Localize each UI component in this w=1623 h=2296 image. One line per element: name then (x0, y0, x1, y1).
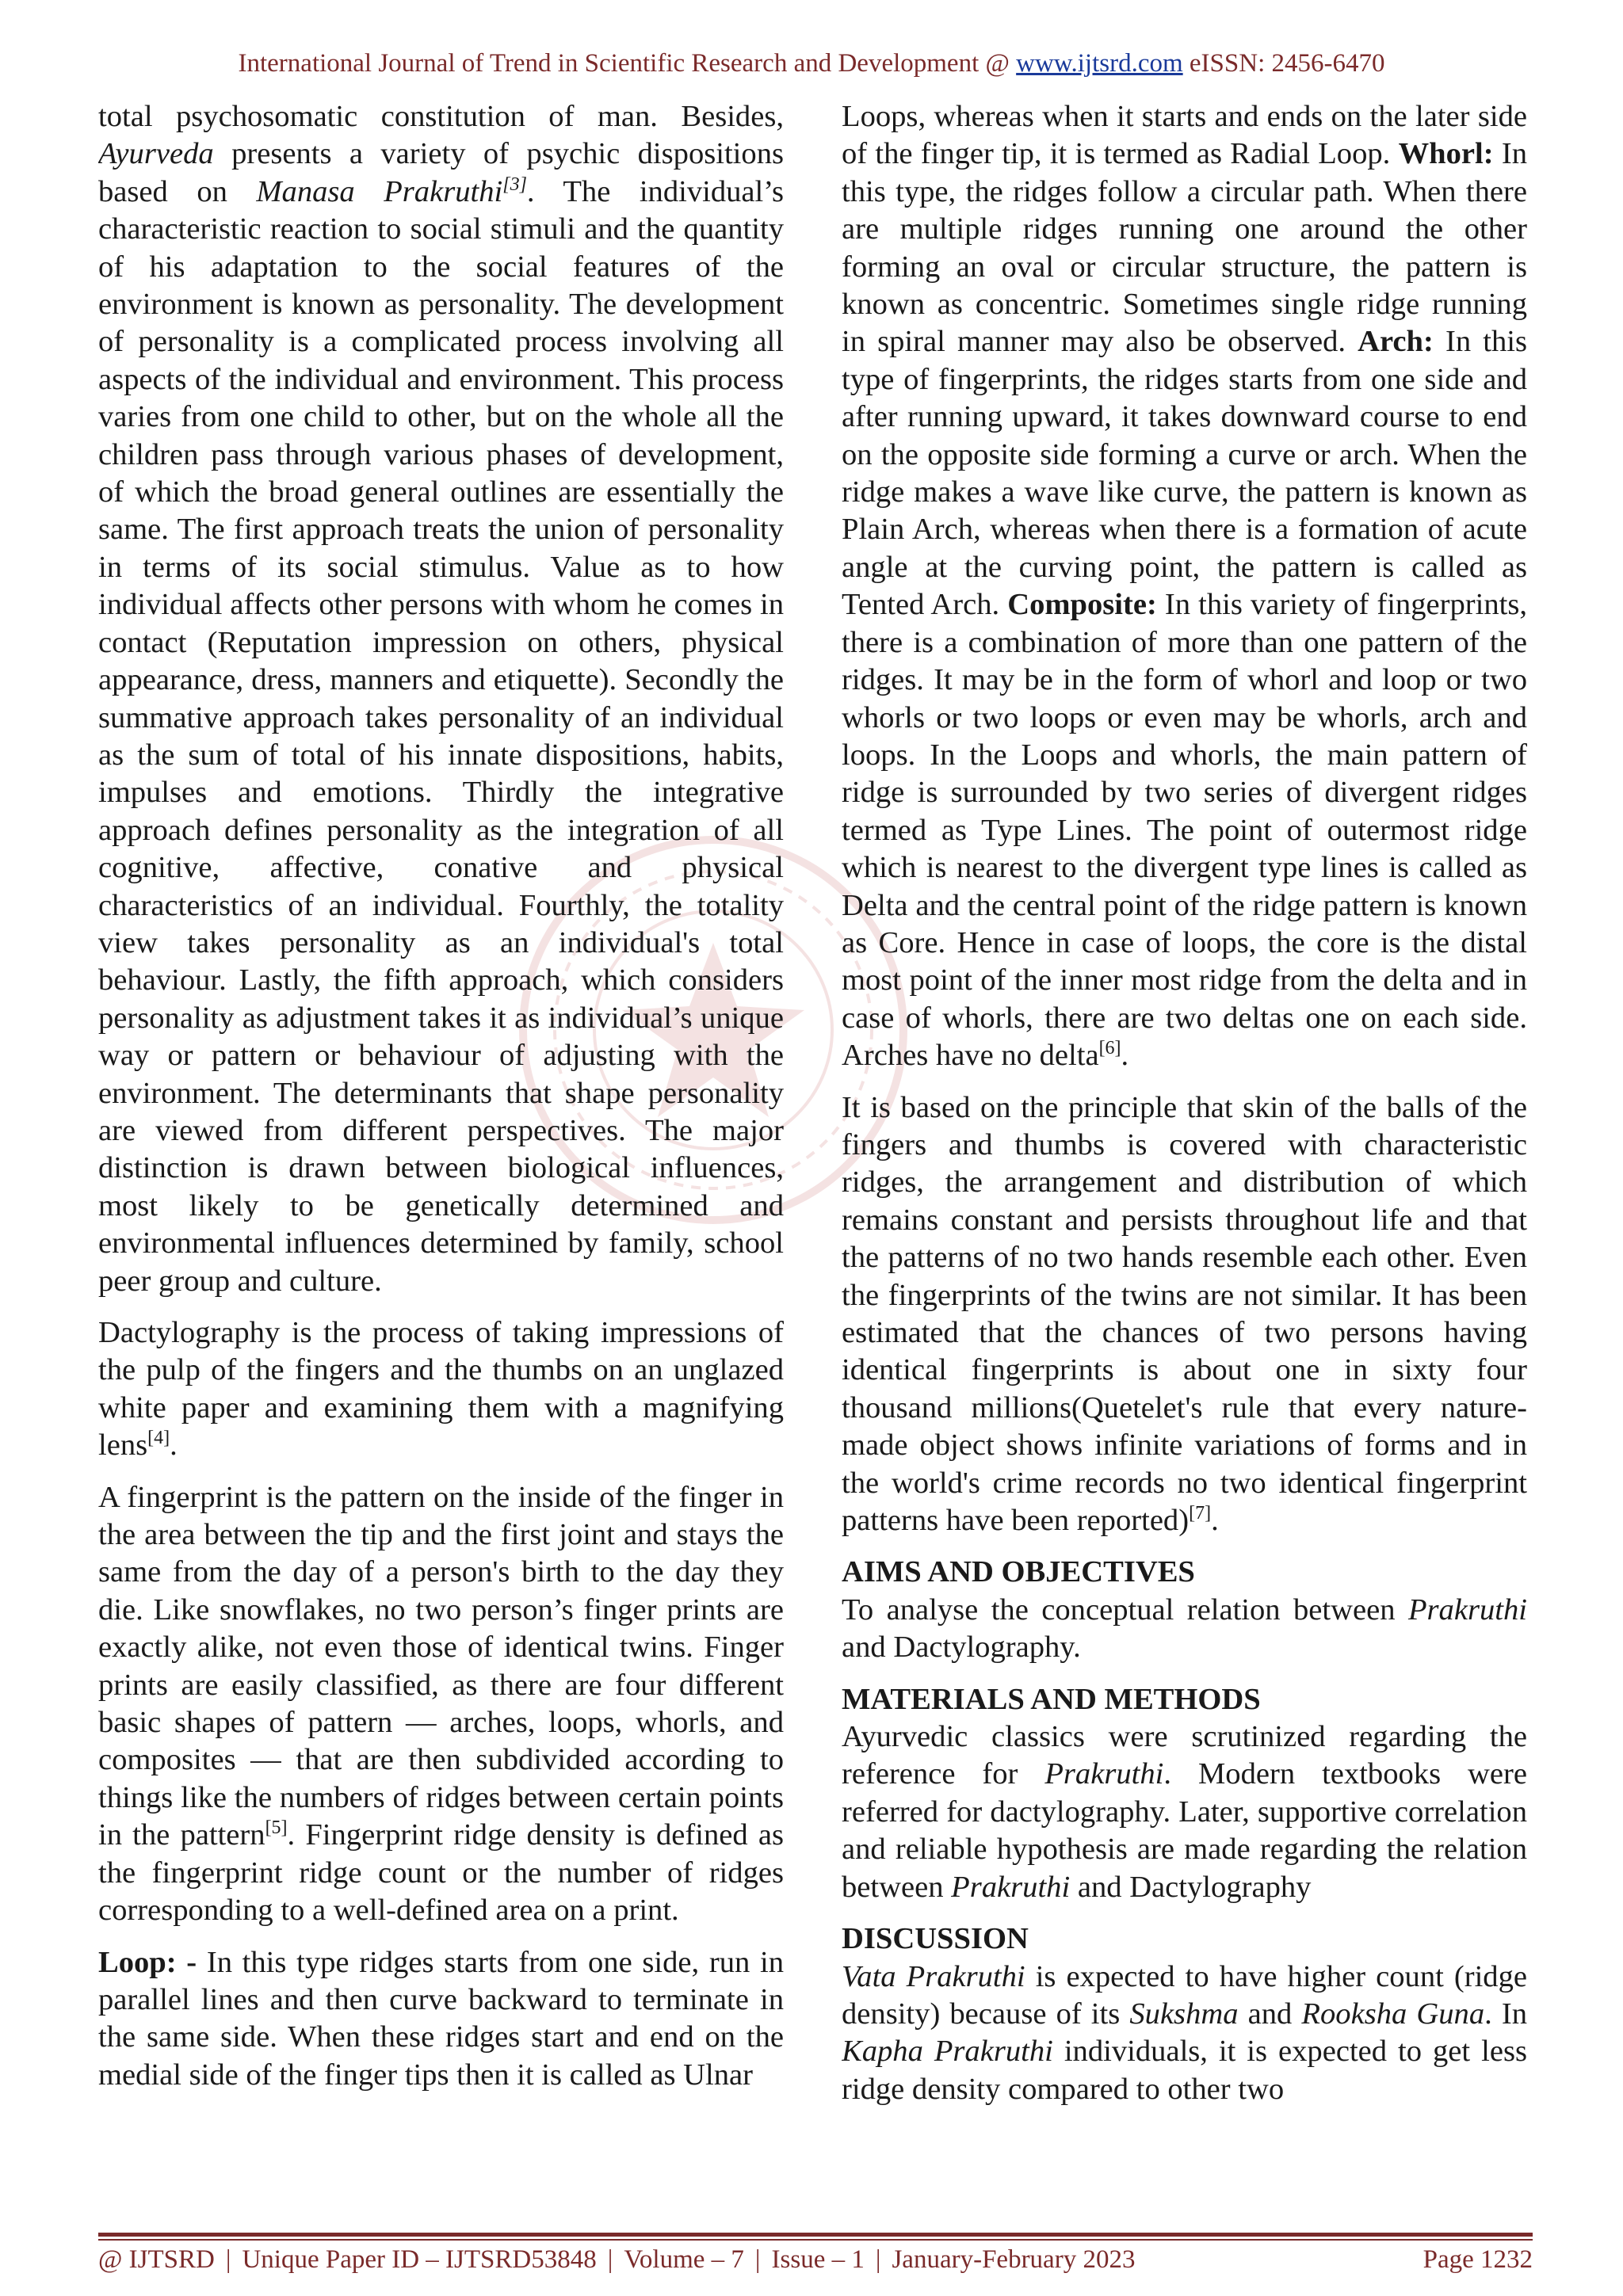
right-column (842, 98, 1527, 2190)
text-run: . Fingerprint ridge density is defined as the fingerprint ridge count or the number of ridges corresponding to a well-defined area on a print. (98, 1818, 784, 1928)
footer-separator: | (875, 2245, 881, 2274)
italic-term: Manasa Prakruthi (256, 174, 503, 208)
footer-volume: Volume – 7 (624, 2245, 744, 2274)
term-label: Arch: (1358, 325, 1434, 359)
text-run: . Modern textbooks were referred for dactylography. Later, supportive correlation and reliable hypothesis are made regarding the relation between (842, 1757, 1527, 1904)
left-column (98, 98, 784, 2190)
principle-paragraph (842, 1089, 1527, 1540)
footer-separator: | (754, 2245, 761, 2274)
text-run: and Dactylography (1070, 1870, 1312, 1904)
citation-ref: [3] (502, 174, 527, 195)
text-run: In this type of fingerprints, the ridges starts from one side and after running upward, it takes downward course to end on the opposite side forming a curve or arch. When the ridge makes a wave like curve, the pattern is known as Plain Arch, whereas when there is a formation of acute angle at the curving point, the pattern is called as Tented Arch. (842, 325, 1527, 622)
text-run: It is based on the principle that skin of the balls of the fingers and thumbs is covered with characteristic ridges, the arrangement and distribution of which remains constant and persists throughout life and that the patterns of no two hands resemble each other. Even the fingerprints of the twins are not similar. It has been estimated that the chances of two persons having identical fingerprints is about one in sixty four thousand millions(Quetelet's rule that every nature-made object shows infinite variations of forms and in the world's crime records no two identical fingerprint patterns have been reported) (842, 1090, 1527, 1538)
term-label: Whorl: (1398, 137, 1494, 171)
journal-header (0, 49, 1623, 78)
text-run: To analyse the conceptual relation between (842, 1592, 1408, 1627)
text-run: Loops, whereas when it starts and ends on the later side of the finger tip, it is termed as Radial Loop. (842, 100, 1527, 171)
pattern-types-paragraph (842, 98, 1527, 1075)
text-run: total psychosomatic constitution of man. Besides, (98, 100, 784, 133)
citation-ref: [6] (1098, 1038, 1121, 1059)
methods-paragraph (842, 1718, 1527, 1906)
italic-term: Vata Prakruthi (842, 1959, 1025, 1993)
text-run: . (170, 1428, 178, 1463)
text-run: and (1238, 1997, 1302, 2031)
footer-journal: @ IJTSRD (98, 2245, 215, 2274)
footer-issue: Issue – 1 (771, 2245, 865, 2274)
citation-ref: [7] (1189, 1503, 1212, 1524)
text-run: A fingerprint is the pattern on the inside of the finger in the area between the tip and the first joint and stays the same from the day of a person's birth to the day they die. Like snowflakes, no two person’s finger prints are exactly alike, not even those of identical twins. Finger prints are easily classified, as there are four different basic shapes of pattern — arches, loops, whorls, and composites — that are then subdivided according to things like the numbers of ridges between certain points in the pattern (98, 1480, 784, 1852)
text-run: In this type ridges starts from one side, run in parallel lines and then curve backward to terminate in the same side. When these ridges start and end on the medial side of the finger tips then it is called as Ulnar (98, 1945, 784, 2092)
footer-separator: | (607, 2245, 613, 2274)
intro-paragraph (98, 98, 784, 1300)
text-run: individuals, it is expected to get less ridge density compared to other two (842, 2035, 1527, 2106)
dactylography-paragraph (98, 1314, 784, 1465)
discussion-paragraph (842, 1958, 1527, 2109)
journal-url-link[interactable]: www.ijtsrd.com (1016, 49, 1183, 78)
italic-term: Rooksha Guna (1301, 1997, 1485, 2031)
term-label: Composite: (1007, 588, 1157, 622)
methods-heading: MATERIALS AND METHODS (842, 1682, 1261, 1716)
fingerprint-paragraph (98, 1479, 784, 1930)
text-run: . (1121, 1039, 1129, 1073)
citation-ref: [4] (147, 1428, 170, 1449)
text-run: . (1211, 1504, 1219, 1538)
footer-separator: | (225, 2245, 231, 2274)
loop-paragraph (98, 1944, 784, 2095)
footer-date: January-February 2023 (892, 2245, 1136, 2274)
text-run: Dactylography is the process of taking impressions of the pulp of the fingers and the thumbs on an unglazed white paper and examining them with a magnifying lens (98, 1316, 784, 1463)
italic-term: Sukshma (1129, 1997, 1239, 2031)
text-run: . The individual’s characteristic reaction to social stimuli and the quantity of his adaptation to the social features of the environment is known as personality. The development of personality is a complicated process involving all aspects of the individual and environment. This process varies from one child to other, but on the whole all the children pass through various phases of development, of which the broad general outlines are essentially the same. The first approach treats the union of personality in terms of its social stimulus. Value as to how individual affects other persons with whom he comes in contact (Reputation impression on others, physical appearance, dress, manners and etiquette). Secondly the summative approach takes personality of an individual as the sum of total of his innate dispositions, habits, impulses and emotions. Thirdly the integrative approach defines personality as the integration of all cognitive, affective, conative and physical characteristics of an individual. Fourthly, the totality view takes personality as an individual's total behaviour. Lastly, the fifth approach, which considers personality as adjustment takes it as individual’s unique way or pattern or behaviour of adjusting with the environment. The determinants that shape personality are viewed from different perspectives. The major distinction is drawn between biological influences, most likely to be genetically determined and environmental influences determined by family, school peer group and culture. (98, 174, 784, 1298)
aims-heading: AIMS AND OBJECTIVES (842, 1555, 1195, 1589)
italic-term: Kapha Prakruthi (842, 2035, 1053, 2069)
text-run: and Dactylography. (842, 1630, 1081, 1665)
footer-divider-thick (98, 2233, 1533, 2237)
italic-term: Prakruthi (1044, 1757, 1164, 1791)
footer-page-number: Page 1232 (1423, 2245, 1533, 2274)
italic-term: Ayurveda (98, 137, 214, 171)
term-label: Loop: - (98, 1945, 197, 1979)
citation-ref: [5] (265, 1817, 288, 1839)
text-run: In this type, the ridges follow a circular path. When there are multiple ridges running one around the other forming an oval or circular structure, the pattern is known as concentric. Sometimes single ridge running in spiral manner may also be observed. (842, 137, 1527, 359)
text-run: . In (1484, 1997, 1527, 2031)
discussion-heading: DISCUSSION (842, 1922, 1029, 1956)
italic-term: Prakruthi (951, 1870, 1071, 1904)
journal-footer (98, 2245, 1533, 2275)
text-run: In this variety of fingerprints, there is a combination of more than one pattern of the ridges. It may be in the form of whorl and loop or two whorls or two loops or even may be whorls, arch and loops. In the Loops and whorls, the main pattern of ridge is surrounded by two series of divergent ridges termed as Type Lines. The point of outermost ridge which is nearest to the divergent type lines is called as Delta and the central point of the ridge pattern is known as Core. Hence in case of loops, the core is the distal most point of the inner most ridge from the delta and in case of whorls, there are two deltas one on each side. Arches have no delta (842, 588, 1527, 1073)
text-run: Ayurvedic classics were scrutinized regarding the reference for (842, 1720, 1527, 1791)
header-text-after: eISSN: 2456-6470 (1182, 49, 1385, 78)
italic-term: Prakruthi (1407, 1592, 1527, 1627)
footer-divider-thin (98, 2239, 1533, 2241)
footer-paper-id: Unique Paper ID – IJTSRD53848 (242, 2245, 597, 2274)
aims-paragraph (842, 1592, 1527, 1667)
header-text-before: International Journal of Trend in Scientific Research and Development @ (238, 49, 1017, 78)
text-run: is expected to have higher count (ridge density) because of its (842, 1959, 1527, 2031)
text-run: presents a variety of psychic dispositions based on (98, 137, 784, 208)
